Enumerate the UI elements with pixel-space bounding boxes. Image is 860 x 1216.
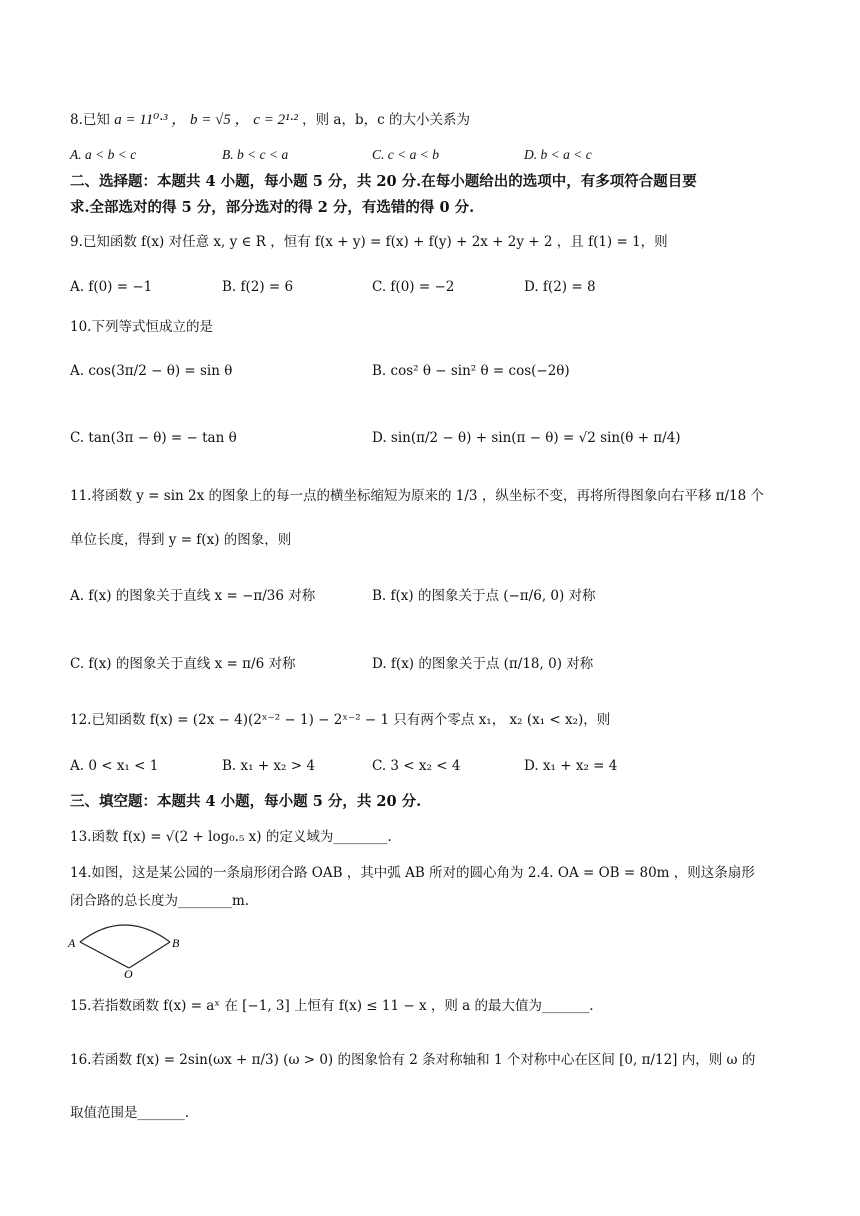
q9-stem: 9.已知函数 f(x) 对任意 x, y ∈ R ，恒有 f(x + y) = f(x) + f(y) + 2x + 2y + 2 ，且 f(1) = 1，则 — [70, 234, 668, 250]
sector-figure — [66, 916, 186, 978]
label-a: A — [68, 936, 76, 950]
q12-stem: 12.已知函数 f(x) = (2x − 4)(2ˣ⁻² − 1) − 2ˣ⁻² − 1 只有两个零点 x₁， x₂ (x₁ < x₂)，则 — [70, 712, 611, 728]
q11-option-d: D. f(x) 的图象关于点 (π/18, 0) 对称 — [372, 656, 594, 672]
q8-stem-math: a = 11⁰·³ ， b = √5 ， c = 2¹·² — [114, 112, 298, 128]
q11-option-b: B. f(x) 的图象关于点 (−π/6, 0) 对称 — [372, 588, 596, 604]
q9-option-b: B. f(2) = 6 — [222, 279, 294, 295]
q10-option-d: D. sin(π/2 − θ) + sin(π − θ) = √2 sin(θ + π/4) — [372, 430, 681, 446]
sector-radius-ob — [129, 942, 170, 968]
sector-arc-ab — [80, 925, 170, 942]
q12-option-d: D. x₁ + x₂ = 4 — [524, 758, 618, 774]
q16-line2: 取值范围是_______. — [70, 1105, 190, 1121]
sector-radius-oa — [80, 942, 129, 968]
q9-option-a: A. f(0) = −1 — [70, 279, 153, 295]
q8-option-c: C. c < a < b — [372, 147, 439, 162]
q13-stem: 13.函数 f(x) = √(2 + log₀.₅ x) 的定义域为________. — [70, 829, 392, 845]
q11-stem-line2: 单位长度，得到 y = f(x) 的图象，则 — [70, 532, 292, 548]
q8-option-d: D. b < a < c — [524, 147, 592, 162]
q12-option-b: B. x₁ + x₂ > 4 — [222, 758, 315, 774]
q14-line1: 14.如图，这是某公园的一条扇形闭合路 OAB ，其中弧 AB 所对的圆心角为 2.4. OA = OB = 80m ，则这条扇形 — [70, 865, 755, 881]
q10-option-b: B. cos² θ − sin² θ = cos(−2θ) — [372, 363, 570, 379]
q10-option-c: C. tan(3π − θ) = − tan θ — [70, 430, 237, 446]
q9-option-d: D. f(2) = 8 — [524, 279, 596, 295]
section3-heading: 三、填空题：本题共 4 小题，每小题 5 分，共 20 分. — [70, 793, 422, 810]
q10-option-a: A. cos(3π/2 − θ) = sin θ — [70, 363, 233, 379]
q11-option-c: C. f(x) 的图象关于直线 x = π/6 对称 — [70, 656, 296, 672]
q12-option-a: A. 0 < x₁ < 1 — [70, 758, 159, 774]
q9-option-c: C. f(0) = −2 — [372, 279, 455, 295]
q11-option-a: A. f(x) 的图象关于直线 x = −π/36 对称 — [70, 588, 316, 604]
q8-option-b: B. b < c < a — [222, 147, 289, 162]
q10-stem: 10.下列等式恒成立的是 — [70, 319, 213, 335]
q8-stem: 8.已知 a = 11⁰·³ ， b = √5 ， c = 2¹·² ，则 a，b，c 的大小关系为 — [70, 112, 470, 128]
section2-heading-line1: 二、选择题：本题共 4 小题，每小题 5 分，共 20 分.在每小题给出的选项中，有多项符合题目要 — [70, 173, 697, 190]
label-o: O — [124, 967, 133, 978]
q16-line1: 16.若函数 f(x) = 2sin(ωx + π/3) (ω > 0) 的图象恰有 2 条对称轴和 1 个对称中心在区间 [0, π/12] 内，则 ω 的 — [70, 1052, 756, 1068]
q8-option-a: A. a < b < c — [70, 147, 137, 162]
section2-heading-line2: 求.全部选对的得 5 分，部分选对的得 2 分，有选错的得 0 分. — [70, 199, 475, 216]
q15-stem: 15.若指数函数 f(x) = aˣ 在 [−1, 3] 上恒有 f(x) ≤ 11 − x ，则 a 的最大值为_______. — [70, 998, 594, 1014]
q14-line2: 闭合路的总长度为________m. — [70, 893, 250, 909]
q11-stem-line1: 11.将函数 y = sin 2x 的图象上的每一点的横坐标缩短为原来的 1/3 ，纵坐标不变，再将所得图象向右平移 π/18 个 — [70, 488, 764, 504]
label-b: B — [172, 936, 180, 950]
q12-option-c: C. 3 < x₂ < 4 — [372, 758, 461, 774]
